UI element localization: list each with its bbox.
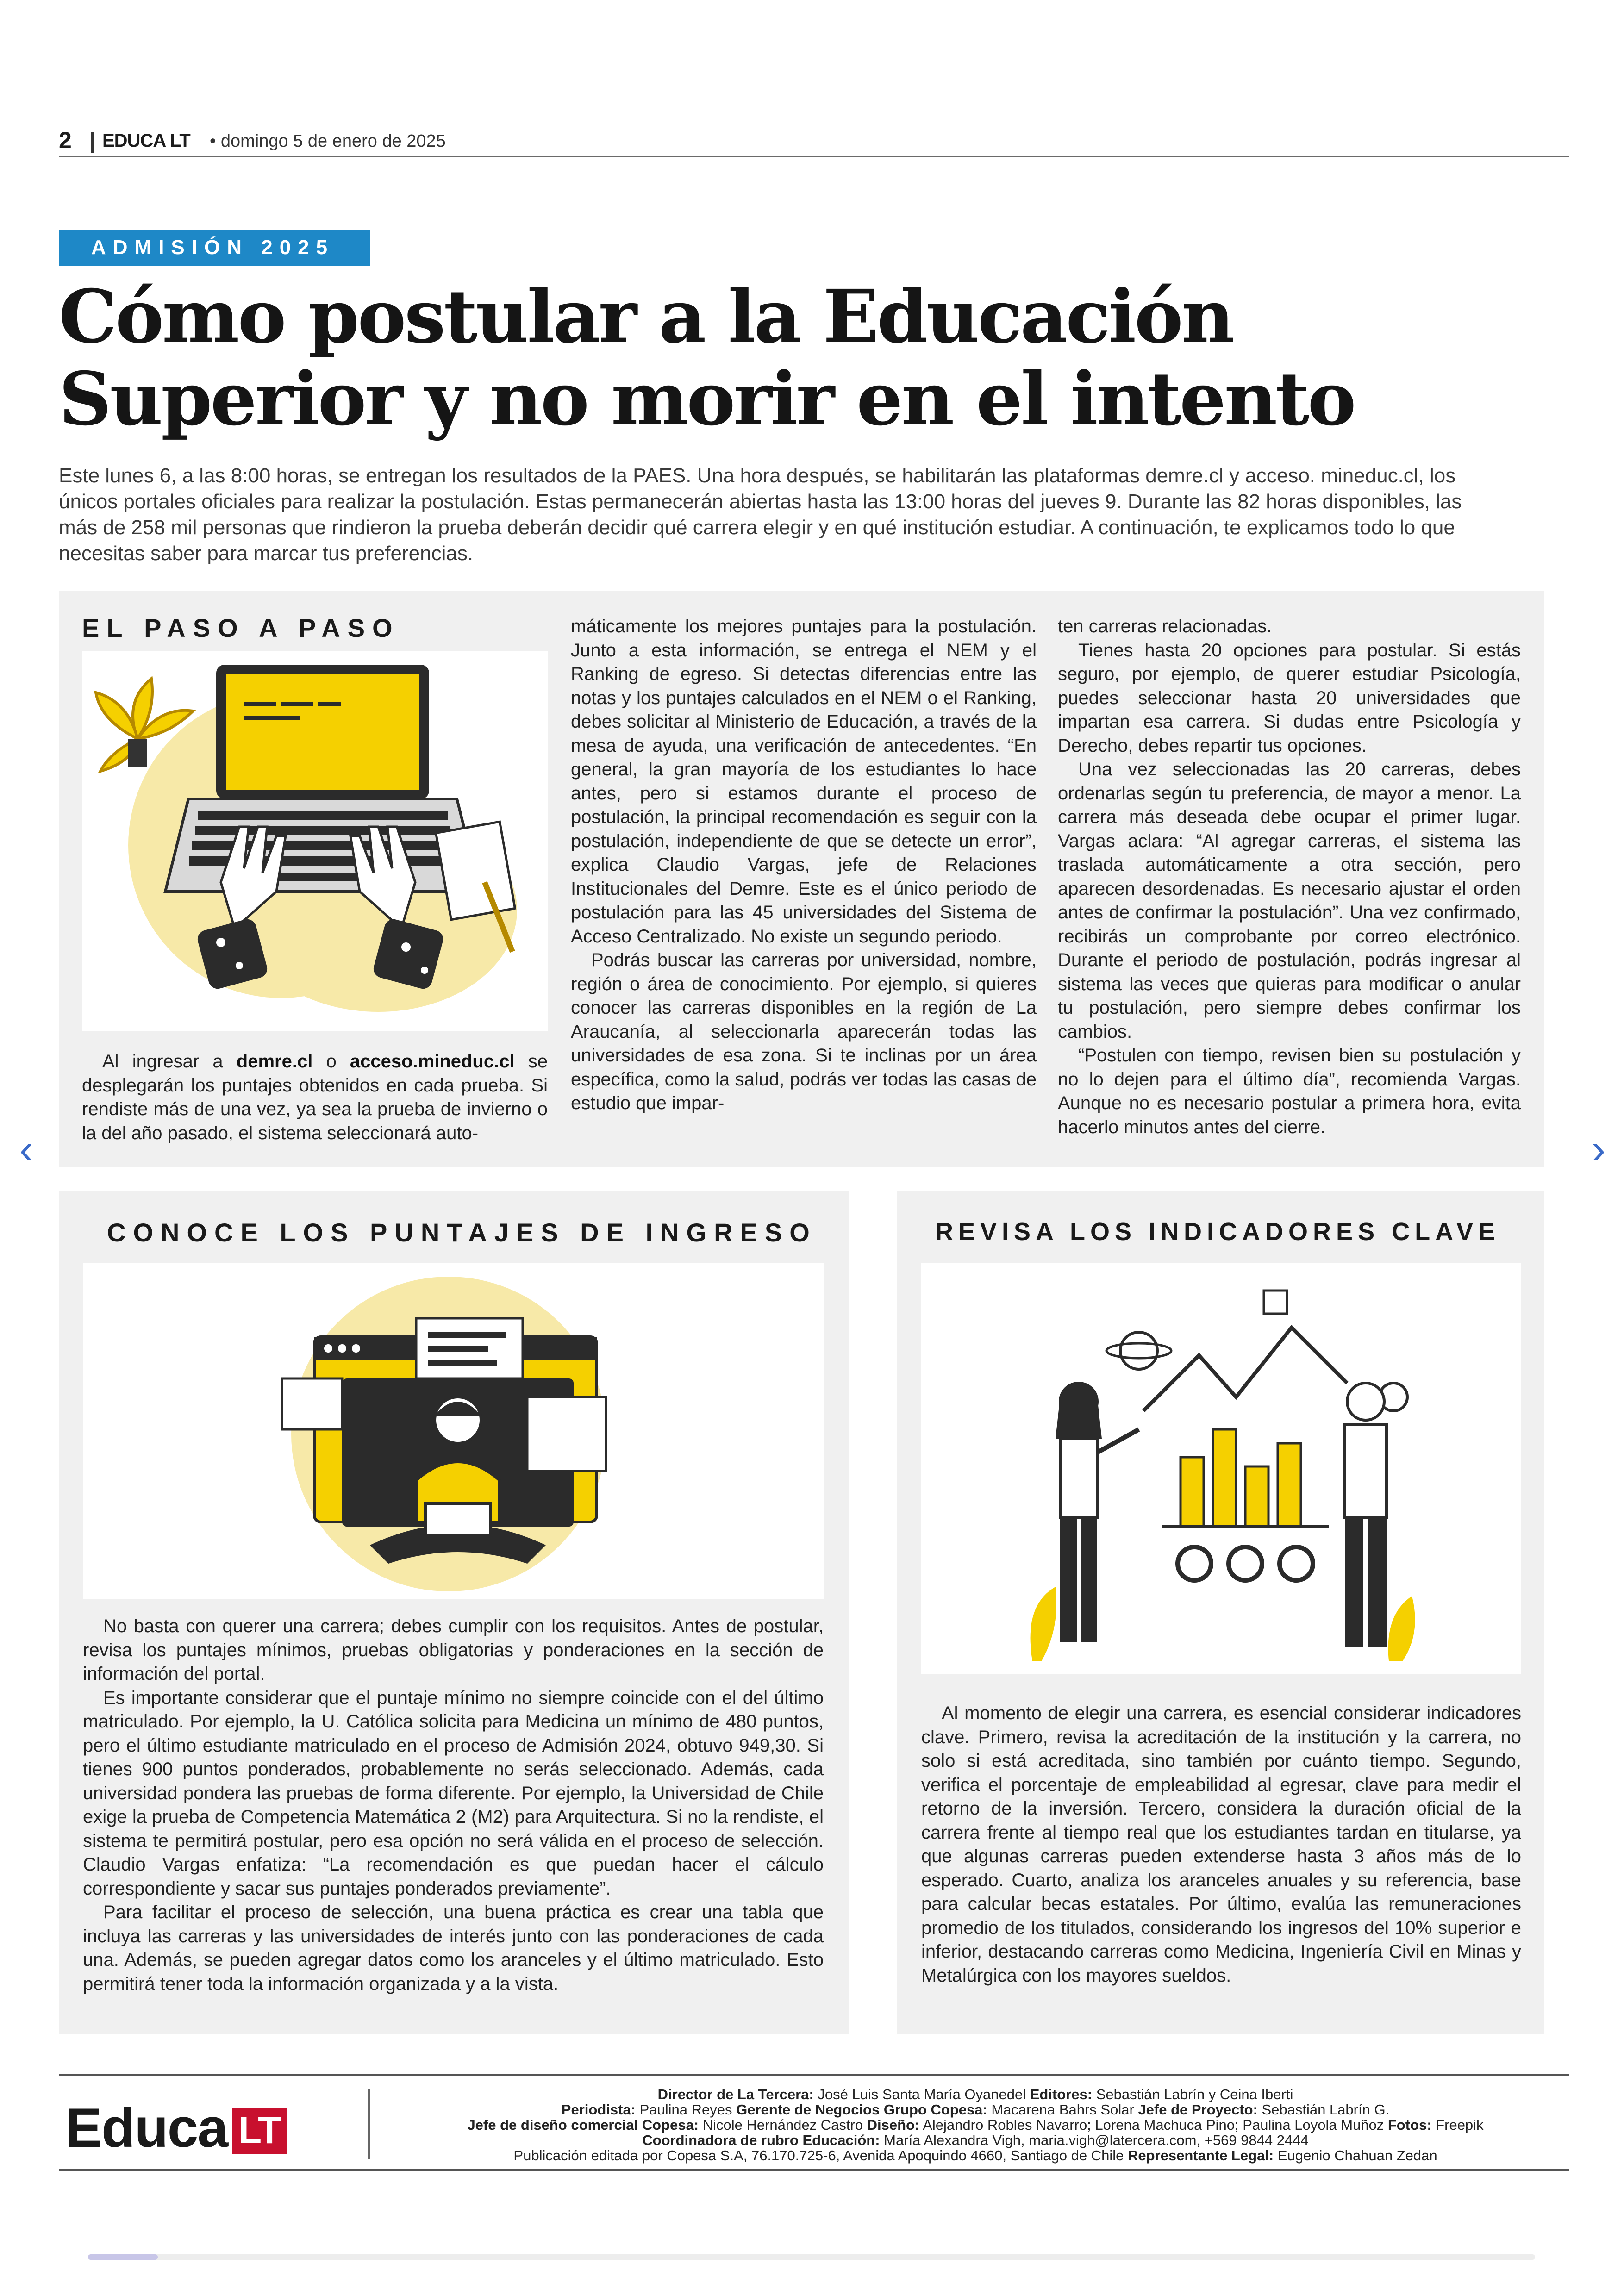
demre-link[interactable]: demre.cl (236, 1051, 313, 1072)
credit-label: Gerente de Negocios Grupo Copesa: (736, 2102, 987, 2118)
indicadores-paragraph-1: Al momento de elegir una carrera, es esencial considerar indicadores clave. Primero, revisa la acreditación de la institución y la carrera, no solo si está acreditada, sino también por cuánto tiempo. Segundo, verifica el porcentaje de empleabilidad al egresar, clave para medir el retorno de la inversión. Tercero, considera la duración oficial de la carrera frente al tiempo real que los estudiantes tardan en titularse, ya que algunas carreras pueden extenderse hasta 3 años más de lo esperado. Cuarto, analiza los aranceles anuales y su referencia, base para calcular becas estatales. Por último, evalúa las remuneraciones promedio de los titulados, considerando los ingresos del 10% superior e inferior, destacando carreras como Medicina, Ingeniería Civil en Minas y Metalúrgica con los mayores sueldos. (921, 1703, 1521, 1986)
credit-value: Paulina Reyes (636, 2102, 737, 2118)
indicadores-box (897, 1191, 1544, 2034)
reading-progress-track[interactable] (88, 2254, 1535, 2260)
reading-progress-fill (88, 2254, 158, 2260)
laptop-illustration (82, 651, 548, 1031)
credits-line (383, 2087, 1568, 2102)
student-laptop-illustration (83, 1263, 824, 1599)
laptop-hands-icon (82, 651, 548, 1031)
paso-column-3 (1058, 615, 1521, 1139)
paso-col1-text-c: se desplegarán los puntajes obtenidos en cada prueba. Si rendiste más de una vez, ya sea la prueba de invierno o la del año pasado, el sistema seleccionará auto- (82, 1051, 548, 1143)
footer-divider (368, 2089, 370, 2159)
header-separator (91, 132, 94, 153)
credit-label: Representante Legal: (1127, 2147, 1274, 2164)
page-header (59, 124, 1569, 157)
page-number: 2 (59, 127, 72, 153)
paso-col1-paragraph (82, 1050, 548, 1145)
logo-badge: LT (232, 2108, 287, 2154)
paso-a-paso-box (59, 591, 1544, 1167)
credit-label: Jefe de diseño comercial Copesa: (467, 2117, 699, 2133)
puntajes-paragraph-2: Es importante considerar que el puntaje mínimo no siempre coincide con el del último matriculado. Por ejemplo, la U. Católica solicita para Medicina un mínimo de 480 puntos, pero el último estudiante matriculado en el proceso de Admisión 2024, obtuvo 949,30. Si tienes 900 puntos ponderados, probablemente no serás seleccionado. Además, cada universidad pondera las pruebas de forma diferente. Por ejemplo, la Universidad de Chile exige la prueba de Competencia Matemática 2 (M2) para Arquitectura. Si no la rendiste, el sistema te permitirá postular, pero esa opción no será válida en el proceso de selección. Claudio Vargas enfatiza: “La recomendación es que puedan hacer el cálculo correspondiente y sacar sus puntajes ponderados previamente”. (83, 1687, 824, 1899)
puntajes-paragraph-1: No basta con querer una carrera; debes cumplir con los requisitos. Antes de postular, revisa los puntajes mínimos, pruebas obligatorias y ponderaciones en la sección de información del portal. (83, 1616, 824, 1684)
headline-line-1: Cómo postular a la Educación (59, 274, 1233, 360)
credits-line (383, 2117, 1568, 2133)
acceso-mineduc-link[interactable]: acceso.mineduc.cl (350, 1051, 515, 1072)
paso-column-1 (82, 1050, 548, 1145)
paso-col3-paragraph-4: “Postulen con tiempo, revisen bien su postulación y no lo dejen para el último día”, recomienda Vargas. Aunque no es necesario postular a primera hora, evita hacerlo minutos antes del cierre. (1058, 1045, 1521, 1137)
credit-label: Jefe de Proyecto: (1138, 2102, 1258, 2118)
prev-page-button[interactable]: ‹ (19, 1126, 33, 1172)
indicators-illustration (921, 1263, 1521, 1674)
page-footer (59, 2074, 1569, 2171)
indicadores-title: REVISA LOS INDICADORES CLAVE (935, 1218, 1500, 1246)
paso-col2-paragraph-2: Podrás buscar las carreras por universidad, nombre, región o área de conocimiento. Por ejemplo, si quieres conocer las carreras disponibles en la región de La Araucanía, al seleccionarla aparecerán todas las universidades de esa zona. Si te inclinas por un área específica, como la salud, podrás ver todas las casas de estudio que impar- (571, 950, 1037, 1113)
credit-value: Sebastián Labrín G. (1257, 2102, 1390, 2118)
paso-column-2 (571, 615, 1037, 1116)
paso-col3-paragraph-2: Tienes hasta 20 opciones para postular. Si estás seguro, por ejemplo, de querer estudiar Psicología, puedes seleccionar hasta 20 universidades que impartan esa carrera. Si dudas entre Psicología y Derecho, debes repartir tus opciones. (1058, 640, 1521, 756)
indicadores-column (921, 1702, 1521, 1988)
paso-col3-paragraph-3: Una vez seleccionadas las 20 carreras, debes ordenarlas según tu preferencia, de mayor a menor. La carrera más deseada debe ocupar el primer lugar. Vargas aclara: “Al agregar carreras, el sistema las traslada automáticamente a otra sección, pero aparecen desordenadas. Es necesario ajustar el orden antes de confirmar la postulación”. Una vez confirmado, recibirás un comprobante por correo electrónico. Durante el periodo de postulación, podrás ingresar al sistema las veces que quieras para modificar o anular tu postulación, pero siempre debes confirmar los cambios. (1058, 759, 1521, 1042)
analytics-people-icon (921, 1263, 1521, 1674)
credits-line (383, 2102, 1568, 2117)
puntajes-box (59, 1191, 849, 2034)
puntajes-paragraph-3: Para facilitar el proceso de selección, una buena práctica es crear una tabla que incluya las carreras y las universidades de interés junto con las ponderaciones de cada una. Además, se pueden agregar datos como los aranceles y el último matriculado. Esto permitirá tener toda la información organizada y a la vista. (83, 1902, 824, 1994)
header-date: • domingo 5 de enero de 2025 (210, 131, 446, 151)
student-with-laptop-icon (83, 1263, 824, 1599)
paso-col3-paragraph-1: ten carreras relacionadas. (1058, 616, 1272, 636)
next-page-button[interactable]: › (1592, 1126, 1605, 1172)
educa-lt-logo (65, 2096, 287, 2160)
credit-value: Nicole Hernández Castro (699, 2117, 867, 2133)
credit-label: Editores: (1030, 2086, 1093, 2102)
paso-col1-text-b: o (312, 1051, 350, 1072)
credit-value: Macarena Bahrs Solar (987, 2102, 1138, 2118)
credit-label: Director de La Tercera: (657, 2086, 814, 2102)
credit-value: José Luis Santa María Oyanedel (813, 2086, 1030, 2102)
credit-value: Publicación editada por Copesa S.A, 76.170.725-6, Avenida Apoquindo 4660, Santiago de Chile (513, 2147, 1128, 2164)
credits-line (383, 2148, 1568, 2163)
paso-col1-text-a: Al ingresar a (102, 1051, 237, 1072)
headline-line-2: Superior y no morir en el intento (59, 356, 1355, 442)
credit-value: Eugenio Chahuan Zedan (1274, 2147, 1437, 2164)
article-headline (59, 276, 1540, 441)
credit-label: Diseño: (867, 2117, 920, 2133)
header-brand: EDUCA LT (102, 131, 190, 151)
credits-block (383, 2087, 1568, 2163)
paso-a-paso-title: EL PASO A PASO (82, 613, 400, 642)
article-lead: Este lunes 6, a las 8:00 horas, se entregan los resultados de la PAES. Una hora después, se habilitarán las plataformas demre.cl y acceso. mineduc.cl, los únicos portales oficiales para realizar la postulación. Estas permanecerán abiertas hasta las 13:00 horas del jueves 9. Durante las 82 horas disponibles, las más de 258 mil personas que rindieron la prueba deberán decidir qué carrera elegir y en qué institución estudiar. A continuación, te explicamos todo lo que necesitas saber para marcar tus preferencias. (59, 464, 1462, 565)
logo-text: Educa (65, 2097, 228, 2159)
paso-col2-paragraph-1: máticamente los mejores puntajes para la postulación. Junto a esta información, se entrega el NEM y el Ranking de egreso. Si detectas diferencias entre las notas y los puntajes calculados en el NEM o el Ranking, debes solicitar al Ministerio de Educación, a través de la mesa de ayuda, una verificación de antecedentes. “En general, la gran mayoría de los estudiantes lo hace antes, pero si estamos durante el proceso de postulación, la principal recomendación es seguir con la postulación, independiente de que se detecte un error”, explica Claudio Vargas, jefe de Relaciones Institucionales del Demre. Este es el único periodo de postulación para las 45 universidades del Sistema de Acceso Centralizado. No existe un segundo periodo. (571, 616, 1037, 947)
credit-label: Periodista: (561, 2102, 636, 2118)
credit-label: Fotos: (1387, 2117, 1432, 2133)
credit-value: María Alexandra Vigh, maria.vigh@latercera.com, +569 9844 2444 (880, 2132, 1309, 2148)
credit-value: Alejandro Robles Navarro; Lorena Machuca Pino; Paulina Loyola Muñoz (919, 2117, 1388, 2133)
credit-label: Coordinadora de rubro Educación: (642, 2132, 880, 2148)
section-kicker: ADMISIÓN 2025 (59, 230, 370, 266)
credit-value: Sebastián Labrín y Ceina Iberti (1092, 2086, 1293, 2102)
credit-value: Freepik (1431, 2117, 1484, 2133)
credits-line (383, 2133, 1568, 2148)
puntajes-title: CONOCE LOS PUNTAJES DE INGRESO (107, 1218, 817, 1247)
puntajes-column (83, 1615, 824, 1996)
